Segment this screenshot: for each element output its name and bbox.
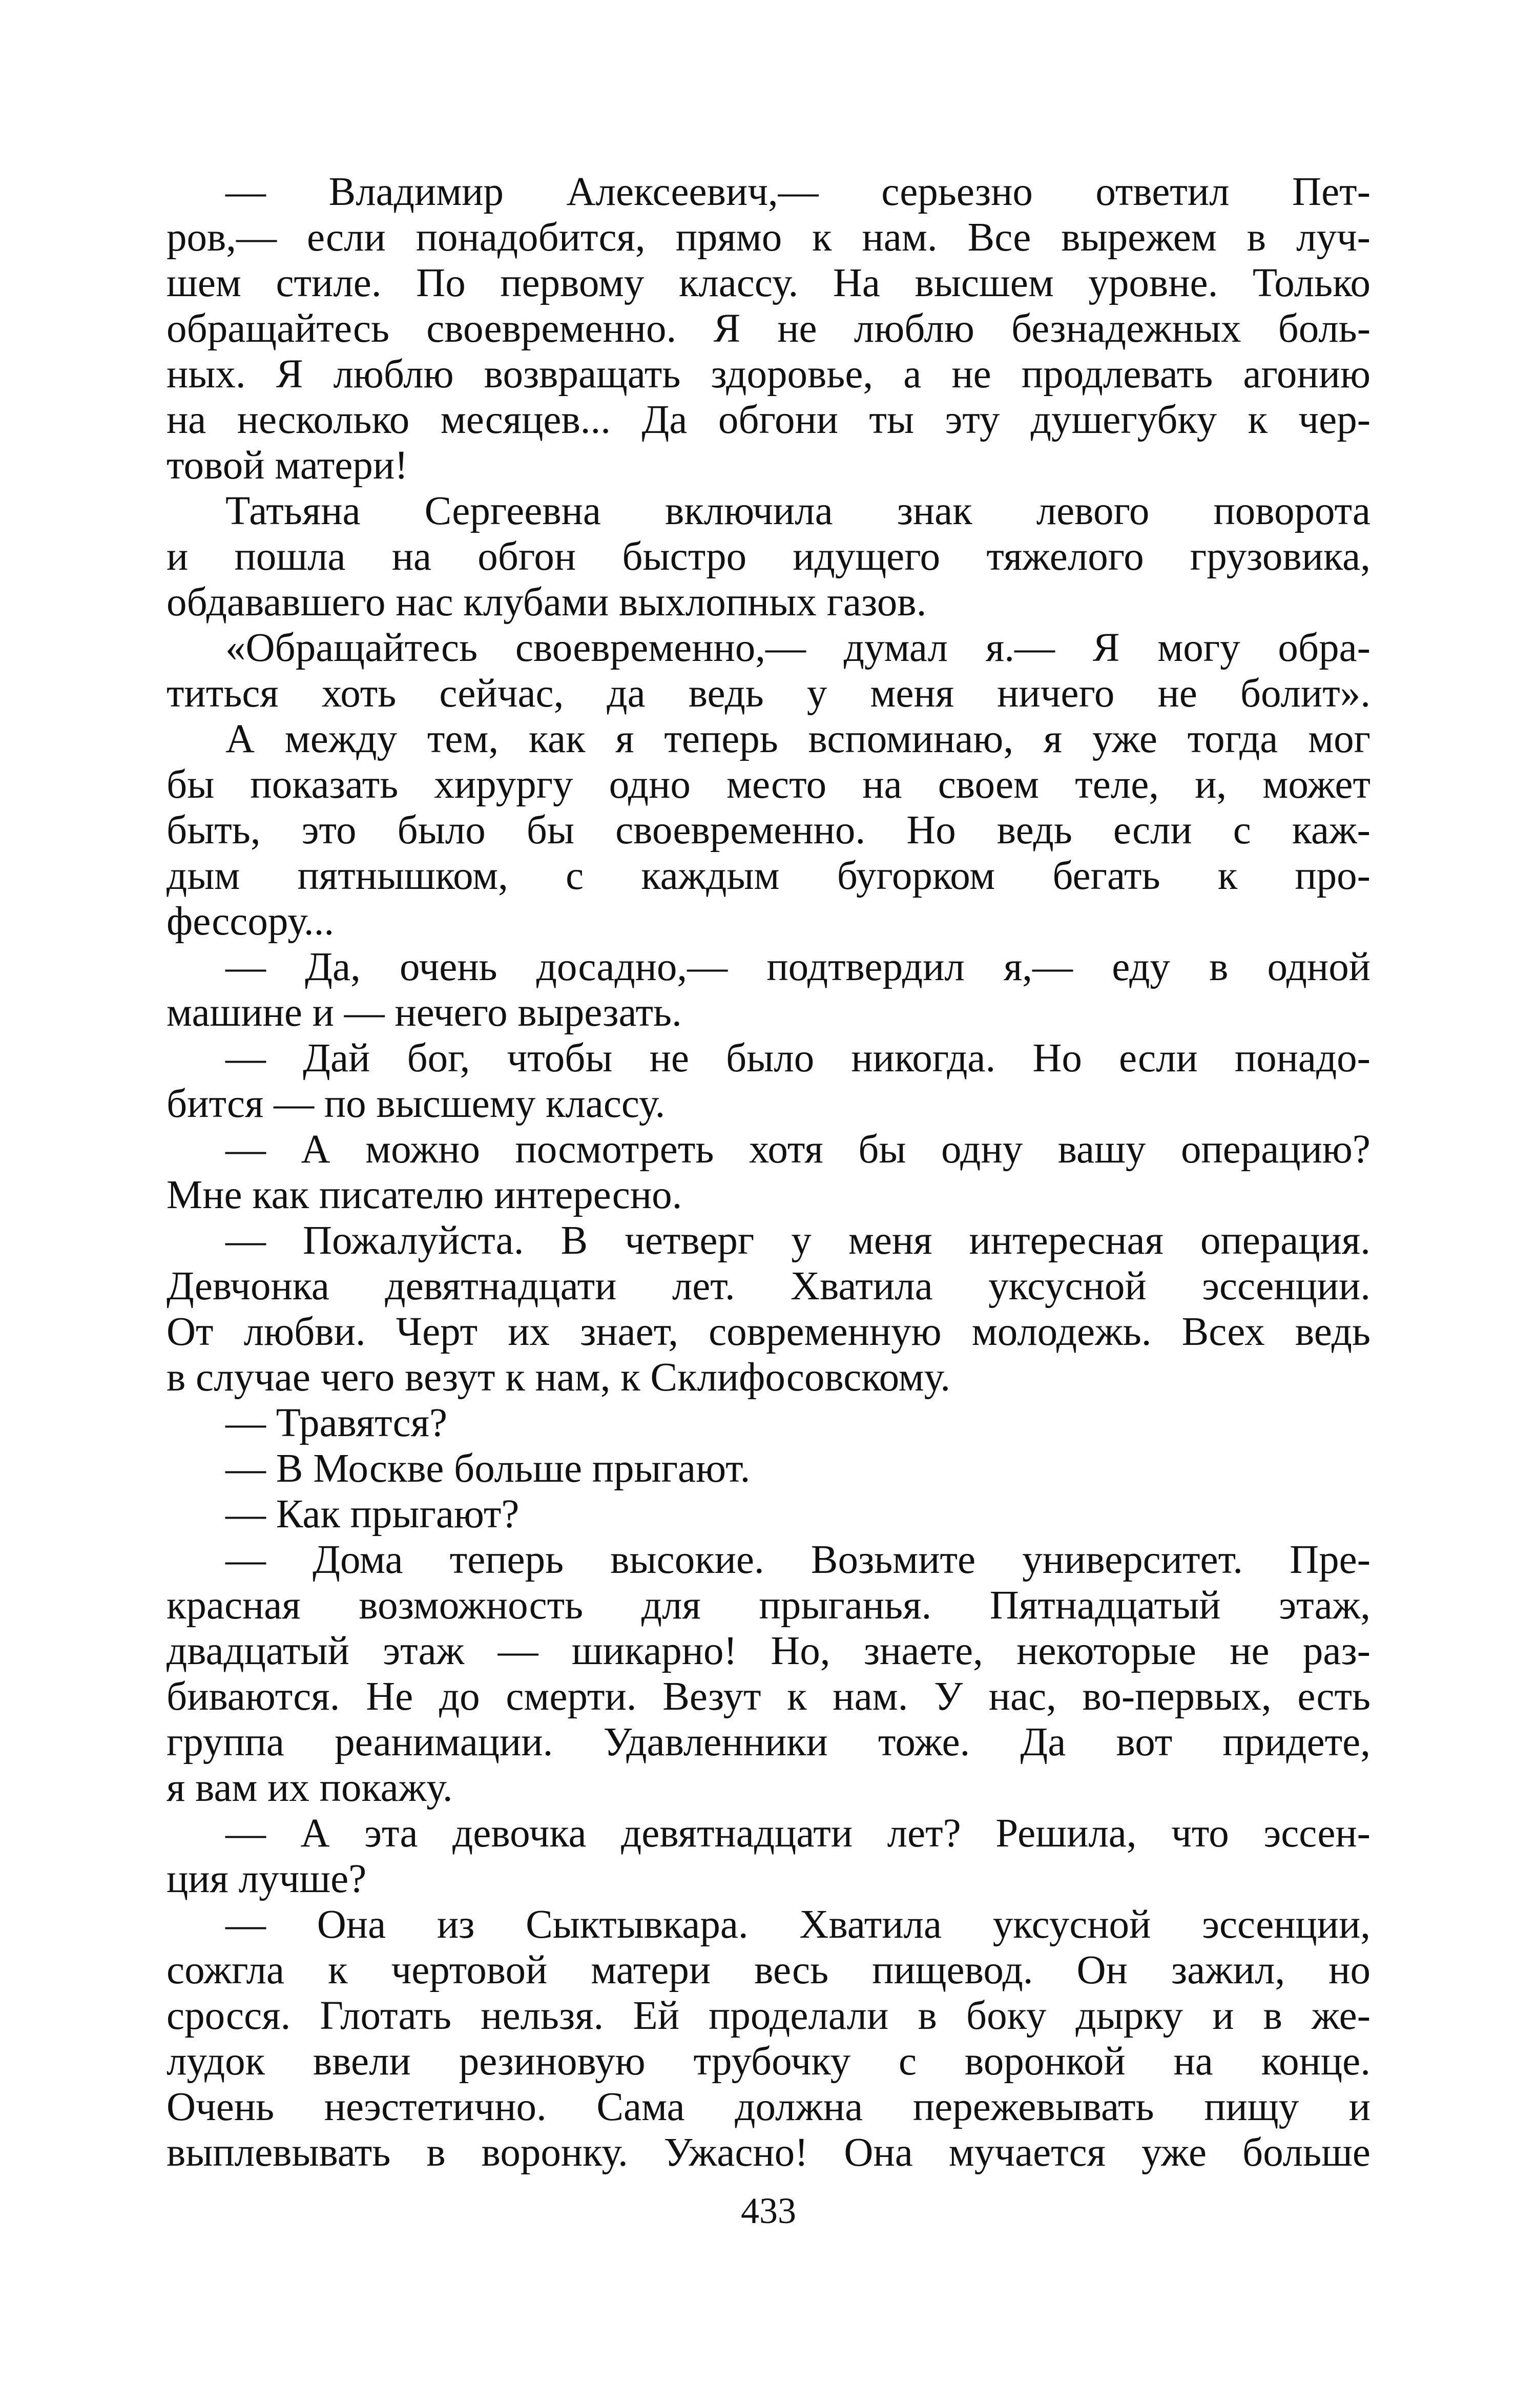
text-line: шем стиле. По первому классу. На высшем уровне. Только [167, 261, 1370, 305]
text-line: ция лучше? [167, 1857, 367, 1901]
text-line: дым пятнышком, с каждым бугорком бегать к про- [167, 854, 1370, 898]
text-line: ных. Я люблю возвращать здоровье, а не продлевать агонию [167, 352, 1370, 397]
text-line: биваются. Не до смерти. Везут к нам. У нас, во-первых, есть [167, 1674, 1370, 1719]
text-line: — Она из Сыктывкара. Хватила уксусной эссенции, [225, 1902, 1370, 1947]
text-line: — Как прыгают? [225, 1492, 520, 1537]
text-line: лудок ввели резиновую трубочку с воронкой на конце. [167, 2039, 1370, 2084]
text-line: машине и — нечего вырезать. [167, 990, 682, 1035]
page-number: 433 [741, 2190, 796, 2231]
text-line: бы показать хирургу одно место на своем теле, и, может [167, 762, 1370, 807]
text-line: — Да, очень досадно,— подтвердил я,— еду в одной [225, 945, 1370, 989]
text-line: фессору... [167, 899, 335, 944]
text-line: сожгла к чертовой матери весь пищевод. Он зажил, но [167, 1948, 1370, 1992]
text-line: на несколько месяцев... Да обгони ты эту душегубку к чер- [167, 398, 1370, 442]
text-line: обдававшего нас клубами выхлопных газов. [167, 580, 927, 625]
text-line: «Обращайтесь своевременно,— думал я.— Я могу обра- [225, 626, 1370, 670]
text-line: — Пожалуйста. В четверг у меня интересная операция. [225, 1218, 1370, 1263]
text-line: Очень неэстетично. Сама должна пережевывать пищу и [167, 2085, 1370, 2129]
text-line: — А можно посмотреть хотя бы одну вашу операцию? [225, 1127, 1370, 1172]
text-line: бится — по высшему классу. [167, 1082, 666, 1126]
text-line: титься хоть сейчас, да ведь у меня ничего не болит». [167, 671, 1370, 716]
text-line: товой матери! [167, 443, 408, 488]
text-line: в случае чего везут к нам, к Склифосовскому. [167, 1355, 951, 1400]
text-line: — Дай бог, чтобы не было никогда. Но если понадо- [225, 1036, 1370, 1081]
text-line: выплевывать в воронку. Ужасно! Она мучается уже больше [167, 2130, 1370, 2175]
text-line: Татьяна Сергеевна включила знак левого поворота [225, 489, 1370, 533]
text-line: обращайтесь своевременно. Я не люблю безнадежных боль- [167, 306, 1370, 351]
text-line: красная возможность для прыганья. Пятнадцатый этаж, [167, 1583, 1370, 1628]
text-line: двадцатый этаж — шикарно! Но, знаете, некоторые не раз- [167, 1629, 1370, 1673]
text-line: — Дома теперь высокие. Возьмите университет. Пре- [225, 1538, 1370, 1582]
text-line: ров,— если понадобится, прямо к нам. Все вырежем в луч- [167, 215, 1370, 260]
text-line: — В Москве больше прыгают. [225, 1446, 751, 1491]
text-line: я вам их покажу. [167, 1766, 453, 1810]
text-line: От любви. Черт их знает, современную молодежь. Всех ведь [167, 1310, 1370, 1354]
text-line: сросся. Глотать нельзя. Ей проделали в боку дырку и в же- [167, 1994, 1370, 2038]
text-line: — А эта девочка девятнадцати лет? Решила, что эссен- [225, 1811, 1370, 1856]
text-line: — Владимир Алексеевич,— серьезно ответил Пет- [225, 170, 1370, 214]
text-line: А между тем, как я теперь вспоминаю, я уже тогда мог [225, 717, 1370, 761]
text-line: Мне как писателю интересно. [167, 1173, 682, 1217]
text-line: и пошла на обгон быстро идущего тяжелого грузовика, [167, 534, 1370, 579]
text-line: группа реанимации. Удавленники тоже. Да вот придете, [167, 1720, 1370, 1765]
text-line: быть, это было бы своевременно. Но ведь если с каж- [167, 808, 1370, 853]
text-line: Девчонка девятнадцати лет. Хватила уксусной эссенции. [167, 1264, 1370, 1309]
page-body-text [167, 169, 1370, 2175]
text-line: — Травятся? [225, 1401, 448, 1445]
